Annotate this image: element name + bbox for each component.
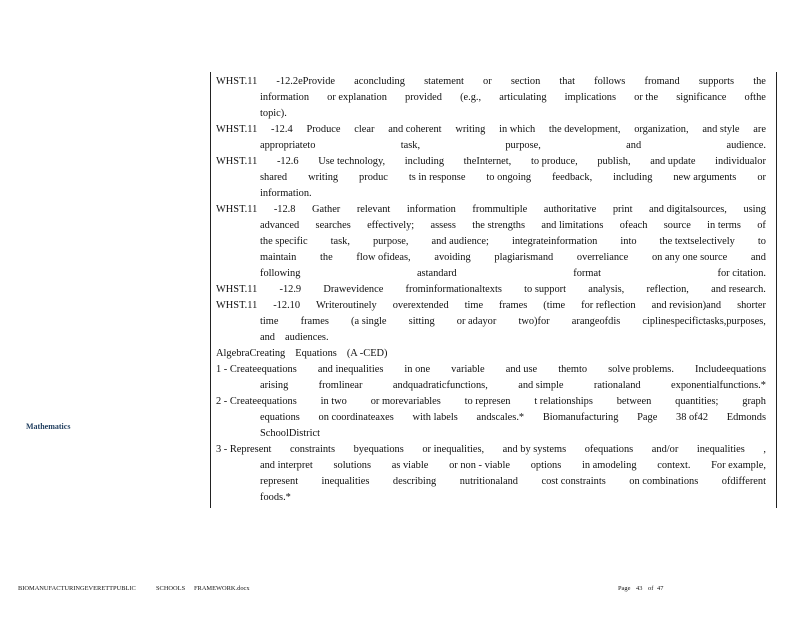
- text-word: overreliance: [576, 252, 629, 263]
- text-word: to support: [524, 284, 566, 295]
- text-word: provided: [405, 92, 442, 103]
- text-word: -12.6: [276, 156, 299, 167]
- text-word: Page: [637, 412, 658, 423]
- text-line: [216, 186, 766, 202]
- text-word: Includeequations: [695, 364, 766, 375]
- text-word: -12.10: [273, 300, 301, 311]
- text-word: or adayor: [456, 316, 497, 327]
- text-word: with labels: [412, 412, 458, 423]
- text-line: [216, 458, 766, 474]
- text-word: in terms: [707, 220, 741, 231]
- text-word: in amodeling: [582, 460, 637, 471]
- text-word: on coordinateaxes: [318, 412, 394, 423]
- text-word: ofthe: [744, 92, 766, 103]
- text-word: constraints: [289, 444, 335, 455]
- text-word: information.: [260, 188, 312, 199]
- footer-schools: SCHOOLS: [156, 585, 186, 592]
- text-word: Gather: [312, 204, 341, 215]
- footer-page-total: 47: [657, 585, 664, 592]
- text-word: the development,: [548, 124, 621, 135]
- text-word: or: [483, 76, 492, 87]
- text-word: frames: [499, 300, 528, 311]
- text-line: [216, 410, 766, 426]
- text-word: equations: [260, 412, 300, 423]
- text-word: Biomanufacturing: [542, 412, 619, 423]
- text-word: sitting: [408, 316, 435, 327]
- text-word: that: [559, 76, 576, 87]
- text-word: WHST.11: [216, 76, 258, 87]
- text-word: task,: [330, 236, 350, 247]
- text-word: reflection,: [646, 284, 689, 295]
- text-word: shared: [260, 172, 288, 183]
- text-word: flow ofideas,: [356, 252, 411, 263]
- text-word: maintain: [260, 252, 297, 263]
- text-line: [216, 490, 766, 506]
- text-word: -12.9: [279, 284, 302, 295]
- text-word: for reflection: [581, 300, 636, 311]
- text-word: are: [753, 124, 766, 135]
- text-word: WHST.11: [216, 284, 258, 295]
- text-word: or inequalities,: [422, 444, 485, 455]
- text-line: [216, 90, 766, 106]
- text-word: t relationships: [534, 396, 593, 407]
- text-line: [216, 346, 766, 362]
- text-word: the strengths: [472, 220, 526, 231]
- text-word: WHST.11: [216, 300, 258, 311]
- text-word: 38 of42: [676, 412, 709, 423]
- text-word: AlgebraCreating: [216, 348, 286, 359]
- text-line: [216, 330, 766, 346]
- text-word: frominformationaltexts: [405, 284, 502, 295]
- text-word: avoiding: [434, 252, 471, 263]
- text-line: [216, 298, 766, 314]
- text-word: solutions: [333, 460, 372, 471]
- text-line: [216, 122, 766, 138]
- footer-docname: FRAMEWORK.docx: [194, 585, 250, 592]
- text-word: of: [757, 220, 766, 231]
- text-word: produc: [359, 172, 388, 183]
- text-line: [216, 442, 766, 458]
- text-line: [216, 138, 766, 154]
- text-word: appropriateto: [260, 140, 316, 151]
- text-word: (a single: [351, 316, 387, 327]
- text-word: fromand: [644, 76, 680, 87]
- text-word: Edmonds: [726, 412, 766, 423]
- text-word: to: [757, 236, 766, 247]
- text-word: between: [616, 396, 652, 407]
- text-word: and: [260, 332, 276, 343]
- text-word: including: [404, 156, 445, 167]
- text-word: on any one source: [651, 252, 728, 263]
- text-word: exponentialfunctions.*: [671, 380, 766, 391]
- text-word: as viable: [391, 460, 429, 471]
- text-line: [216, 234, 766, 250]
- text-word: format: [573, 268, 601, 279]
- text-word: significance: [676, 92, 727, 103]
- text-word: assess: [430, 220, 456, 231]
- text-word: audiences.: [285, 332, 329, 343]
- text-word: relevant: [356, 204, 391, 215]
- text-word: and: [626, 140, 642, 151]
- text-word: ts in response: [408, 172, 466, 183]
- text-word: searches: [315, 220, 351, 231]
- text-word: articulating: [499, 92, 547, 103]
- text-word: and update: [650, 156, 696, 167]
- text-word: ofequations: [584, 444, 634, 455]
- text-line: [216, 378, 766, 394]
- text-word: frames: [300, 316, 329, 327]
- text-word: WHST.11: [216, 124, 258, 135]
- text-word: inequalities: [321, 476, 370, 487]
- text-word: analysis,: [588, 284, 625, 295]
- text-word: and style: [702, 124, 740, 135]
- text-word: inequalities: [696, 444, 745, 455]
- text-word: quantities;: [675, 396, 719, 407]
- text-word: -12.8: [273, 204, 296, 215]
- text-line: [216, 394, 766, 410]
- text-word: information: [406, 204, 456, 215]
- text-word: section: [510, 76, 541, 87]
- text-word: into: [620, 236, 637, 247]
- text-word: for citation.: [717, 268, 766, 279]
- text-word: or the: [634, 92, 659, 103]
- text-word: theInternet,: [463, 156, 512, 167]
- text-word: or morevariables: [370, 396, 441, 407]
- text-word: andquadraticfunctions,: [392, 380, 488, 391]
- text-line: [216, 154, 766, 170]
- text-word: time: [464, 300, 484, 311]
- text-word: and digitalsources,: [648, 204, 727, 215]
- text-word: (time: [543, 300, 566, 311]
- text-word: and by systems: [502, 444, 567, 455]
- text-word: options: [530, 460, 562, 471]
- text-word: statement: [424, 76, 464, 87]
- text-word: context.: [657, 460, 691, 471]
- text-word: in two: [320, 396, 347, 407]
- text-word: publish,: [597, 156, 631, 167]
- text-word: solve problems.: [608, 364, 674, 375]
- text-word: and audience;: [431, 236, 489, 247]
- text-word: and/or: [651, 444, 679, 455]
- text-word: arangeofdis: [571, 316, 621, 327]
- text-word: and coherent: [388, 124, 442, 135]
- text-word: time: [260, 316, 279, 327]
- text-word: graph: [742, 396, 766, 407]
- text-word: SchoolDistrict: [260, 428, 321, 439]
- standards-text: [216, 74, 766, 506]
- text-word: to ongoing: [486, 172, 532, 183]
- text-word: print: [612, 204, 633, 215]
- text-word: feedback,: [552, 172, 593, 183]
- text-word: follows: [594, 76, 626, 87]
- subject-label: Mathematics: [26, 422, 71, 431]
- text-word: ofdifferent: [721, 476, 766, 487]
- text-word: Use technology,: [318, 156, 386, 167]
- text-word: to represen: [464, 396, 511, 407]
- text-word: Writeroutinely: [316, 300, 377, 311]
- text-word: new arguments: [673, 172, 737, 183]
- text-word: byequations: [353, 444, 404, 455]
- text-word: -12.2eProvide: [276, 76, 336, 87]
- text-word: WHST.11: [216, 156, 258, 167]
- text-word: on combinations: [629, 476, 699, 487]
- text-word: foods.*: [260, 492, 291, 503]
- text-word: individualor: [715, 156, 766, 167]
- text-word: or: [757, 172, 766, 183]
- text-word: the: [320, 252, 333, 263]
- text-word: the textselectively: [659, 236, 735, 247]
- text-word: writing: [455, 124, 486, 135]
- text-word: fromlinear: [318, 380, 363, 391]
- text-word: and interpret: [260, 460, 313, 471]
- table-right-border: [776, 72, 777, 508]
- footer-left: BIOMANUFACTURINGEVERETTPUBLIC: [18, 585, 136, 592]
- text-word: represent: [260, 476, 299, 487]
- text-word: ciplinespecifictasks,purposes,: [642, 316, 766, 327]
- text-word: in which: [499, 124, 536, 135]
- text-word: (A -CED): [346, 348, 388, 359]
- text-word: For example,: [711, 460, 766, 471]
- text-word: writing: [308, 172, 339, 183]
- text-line: [216, 474, 766, 490]
- text-word: variable: [451, 364, 485, 375]
- text-word: the: [753, 76, 766, 87]
- text-word: effectively;: [367, 220, 415, 231]
- text-line: [216, 282, 766, 298]
- text-word: to produce,: [530, 156, 578, 167]
- text-line: [216, 202, 766, 218]
- text-word: purpose,: [372, 236, 409, 247]
- text-word: organization,: [634, 124, 689, 135]
- text-word: task,: [400, 140, 421, 151]
- text-word: frommultiple: [472, 204, 528, 215]
- text-word: and limitations: [541, 220, 604, 231]
- text-word: two)for: [518, 316, 550, 327]
- text-line: [216, 218, 766, 234]
- text-word: 3 - Represent: [216, 444, 272, 455]
- text-word: or non - viable: [449, 460, 510, 471]
- table-left-border: [210, 72, 211, 508]
- text-word: describing: [392, 476, 437, 487]
- text-word: and research.: [711, 284, 766, 295]
- footer-of-label: of: [648, 585, 654, 592]
- text-word: topic).: [260, 108, 287, 119]
- text-word: using: [743, 204, 766, 215]
- text-word: or explanation: [327, 92, 387, 103]
- text-word: implications: [564, 92, 617, 103]
- text-word: and revision)and: [651, 300, 722, 311]
- text-word: clear: [354, 124, 375, 135]
- text-word: astandard: [416, 268, 457, 279]
- text-line: [216, 266, 766, 282]
- text-word: WHST.11: [216, 204, 258, 215]
- text-word: themto: [558, 364, 588, 375]
- text-word: in one: [404, 364, 431, 375]
- text-word: cost constraints: [541, 476, 606, 487]
- text-word: andscales.*: [476, 412, 525, 423]
- text-word: Drawevidence: [323, 284, 384, 295]
- text-line: [216, 362, 766, 378]
- text-word: integrateinformation: [511, 236, 598, 247]
- text-word: rationaland: [593, 380, 641, 391]
- text-word: Equations: [295, 348, 337, 359]
- footer-page-label: Page: [618, 585, 631, 592]
- text-word: and simple: [518, 380, 564, 391]
- text-line: [216, 74, 766, 90]
- text-line: [216, 170, 766, 186]
- text-word: ofeach: [619, 220, 648, 231]
- text-word: 1 - Createequations: [216, 364, 297, 375]
- text-word: purpose,: [505, 140, 541, 151]
- text-word: and inequalities: [317, 364, 384, 375]
- text-word: the specific: [260, 236, 308, 247]
- text-word: overextended: [392, 300, 449, 311]
- text-word: ,: [763, 444, 766, 455]
- text-line: [216, 426, 766, 442]
- text-word: aconcluding: [354, 76, 405, 87]
- text-word: authoritative: [543, 204, 597, 215]
- text-word: arising: [260, 380, 289, 391]
- text-word: 2 - Createequations: [216, 396, 297, 407]
- text-word: advanced: [260, 220, 300, 231]
- text-word: and: [750, 252, 766, 263]
- text-word: plagiarismand: [494, 252, 554, 263]
- text-word: -12.4: [271, 124, 293, 135]
- text-word: audience.: [726, 140, 766, 151]
- text-word: Produce: [306, 124, 341, 135]
- text-word: source: [663, 220, 691, 231]
- text-word: including: [613, 172, 653, 183]
- text-word: and use: [505, 364, 538, 375]
- text-word: shorter: [737, 300, 766, 311]
- text-word: nutritionaland: [459, 476, 518, 487]
- text-line: [216, 314, 766, 330]
- text-word: information: [260, 92, 310, 103]
- text-line: [216, 250, 766, 266]
- text-word: following: [260, 268, 301, 279]
- footer-page-number: 43: [636, 585, 643, 592]
- text-word: supports: [698, 76, 735, 87]
- text-line: [216, 106, 766, 122]
- text-word: (e.g.,: [460, 92, 482, 103]
